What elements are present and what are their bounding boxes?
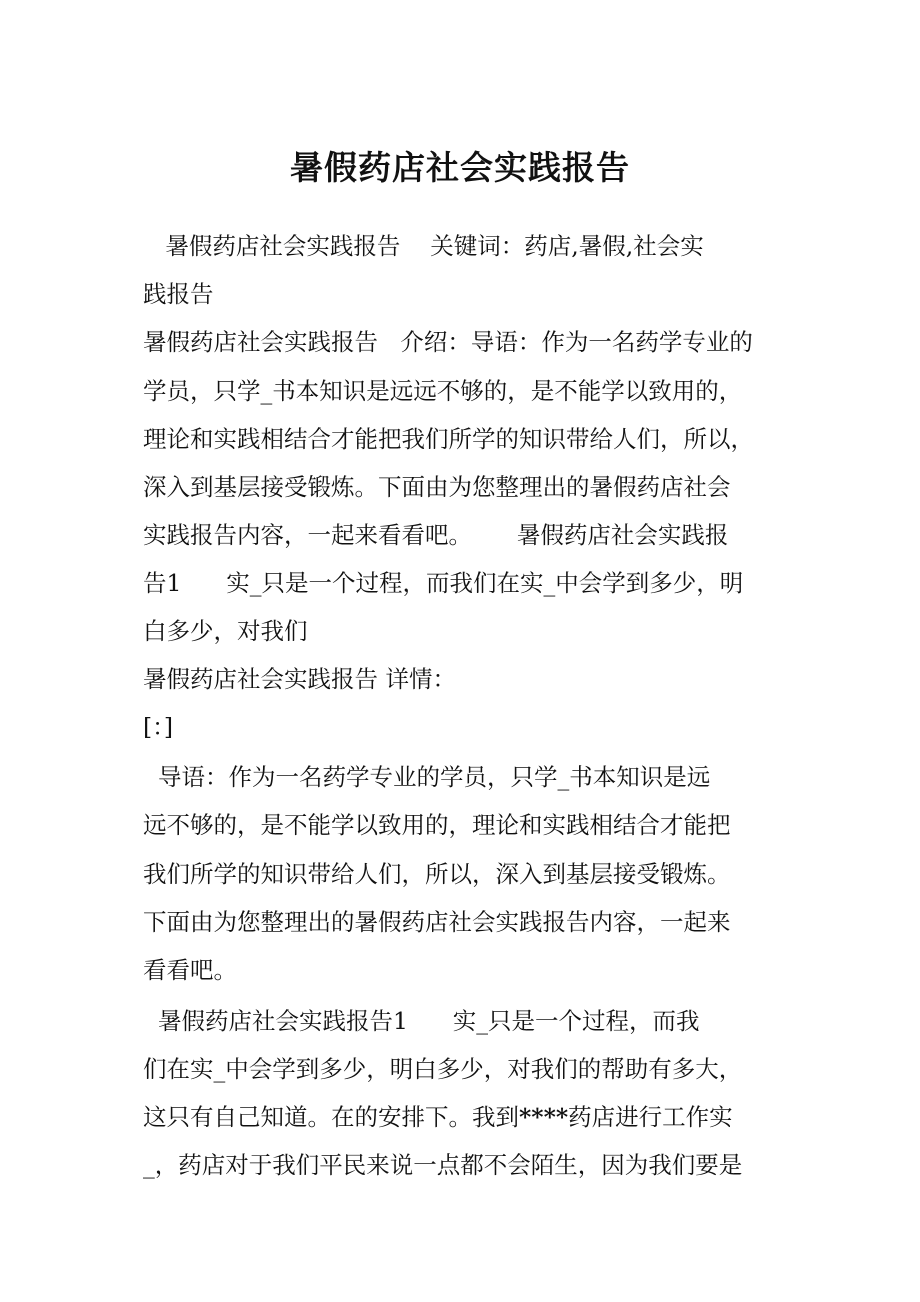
text-line <box>143 1097 733 1137</box>
text-line: 理论和实践相结合才能把我们所学的知识带给人们，所以， <box>143 425 754 453</box>
text-line: 告1 实_只是一个过程，而我们在实_中会学到多少，明 <box>143 569 744 597</box>
text-line: 导语：作为一名药学专业的学员，只学_书本知识是远 <box>143 763 711 791</box>
text-line: 实践报告内容，一起来看看吧。 暑假药店社会实践报 <box>143 521 729 549</box>
text-line: 白多少，对我们 <box>143 617 308 645</box>
text-line: 深入到基层接受锻炼。下面由为您整理出的暑假药店社会 <box>143 473 731 501</box>
text-line: 暑假药店社会实践报告 介绍：导语：作为一名药学专业的 <box>143 328 753 356</box>
text-span: 药店进行工作实 <box>568 1103 733 1131</box>
redacted-name: **** <box>519 1103 569 1131</box>
text-line: 远不够的，是不能学以致用的，理论和实践相结合才能把 <box>143 811 731 839</box>
document-title: 暑假药店社会实践报告 <box>290 148 630 187</box>
text-line: 们在实_中会学到多少，明白多少，对我们的帮助有多大， <box>143 1055 743 1083</box>
text-line: 暑假药店社会实践报告1 实_只是一个过程，而我 <box>143 1007 700 1035</box>
text-line: 暑假药店社会实践报告 详情： <box>143 665 456 693</box>
text-line: [：] <box>143 713 174 741</box>
text-line: 暑假药店社会实践报告 关键词：药店,暑假,社会实 <box>143 232 704 260</box>
text-line: 看看吧。 <box>143 956 237 984</box>
text-line: _，药店对于我们平民来说一点都不会陌生，因为我们要是 <box>143 1151 743 1179</box>
text-line: 学员，只学_书本知识是远远不够的，是不能学以致用的， <box>143 377 743 405</box>
text-line: 下面由为您整理出的暑假药店社会实践报告内容，一起来 <box>143 908 731 936</box>
text-line: 践报告 <box>143 280 214 308</box>
text-span: 这只有自己知道。在的安排下。我到 <box>143 1103 519 1131</box>
text-line: 我们所学的知识带给人们，所以，深入到基层接受锻炼。 <box>143 860 731 888</box>
